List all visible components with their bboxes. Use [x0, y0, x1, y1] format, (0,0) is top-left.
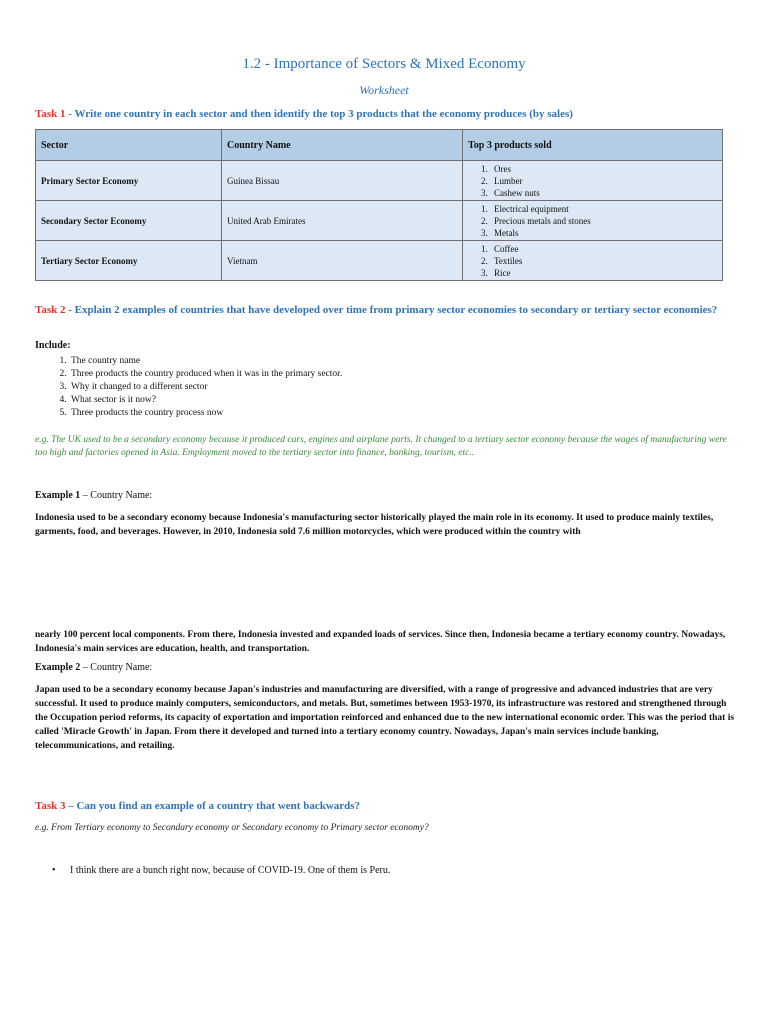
product-item: 2. Precious metals and stones: [490, 215, 717, 227]
product-item: 3. Cashew nuts: [490, 187, 717, 199]
cell-country: Guinea Bissau: [222, 161, 463, 201]
product-item: 2. Lumber: [490, 175, 717, 187]
include-label: Include:: [35, 340, 71, 351]
example1-answer-part2: nearly 100 percent local components. From there, Indonesia invested and expanded loads of services. Since then, Indonesia became a tertiary economy country. Nowadays, Indonesia's main services are education, health, and transportation.: [35, 630, 726, 654]
task3-heading: [35, 799, 735, 813]
cell-products: [463, 201, 723, 241]
table-header-row: [36, 130, 723, 161]
page-subtitle: Worksheet: [359, 83, 409, 97]
example1-answer-part1: Indonesia used to be a secondary economy because Indonesia's manufacturing sector historically played the main role in its economy. It used to produce mainly textiles, garments, food, and beverages. However, in 2010, Indonesia sold 7.6 million motorcycles, which were produced within the country with: [35, 513, 714, 537]
product-item: 1. Electrical equipment: [490, 203, 717, 215]
task2-heading: [35, 303, 735, 317]
sector-table: [35, 129, 723, 281]
example2-label: Example 2 – Country Name:: [35, 662, 153, 673]
header-country: Country Name: [222, 130, 463, 161]
table-row: [36, 241, 723, 281]
task1-text: - Write one country in each sector and then identify the top 3 products that the economy produces (by sales): [65, 108, 573, 120]
product-item: 1. Coffee: [490, 243, 717, 255]
task2-text: - Explain 2 examples of countries that have developed over time from primary sector economies to secondary or tertiary sector economies?: [65, 304, 718, 316]
product-item: 1. Ores: [490, 163, 717, 175]
page-title: 1.2 - Importance of Sectors & Mixed Economy: [242, 56, 526, 72]
list-item: 5. Three products the country process now: [69, 407, 719, 420]
product-item: 2. Textiles: [490, 255, 717, 267]
product-item: 3. Rice: [490, 267, 717, 279]
header-sector: Sector: [36, 130, 222, 161]
task1-label: Task 1: [35, 108, 66, 120]
cell-products: [463, 161, 723, 201]
cell-sector: Secondary Sector Economy: [36, 201, 222, 241]
task2-label: Task 2: [35, 304, 66, 316]
task3-example: e.g. From Tertiary economy to Secondary economy or Secondary economy to Primary sector economy?: [35, 823, 429, 833]
cell-sector: Primary Sector Economy: [36, 161, 222, 201]
list-item: 1. The country name: [69, 355, 719, 368]
table-row: [36, 161, 723, 201]
list-item: 2. Three products the country produced when it was in the primary sector.: [69, 368, 719, 381]
table-row: [36, 201, 723, 241]
include-list: [35, 355, 719, 420]
example-hint-uk: e.g. The UK used to be a secondary economy because it produced cars, engines and airplane parts. It changed to a tertiary sector economy because the wages of manufacturing were too high and factories opened in Asia. Employment moved to the tertiary sector into finance, banking, tourism, etc..: [35, 435, 727, 458]
example1-label: Example 1 – Country Name:: [35, 490, 153, 501]
task3-text: – Can you find an example of a country that went backwards?: [65, 800, 361, 812]
list-item: 3. Why it changed to a different sector: [69, 381, 719, 394]
cell-country: United Arab Emirates: [222, 201, 463, 241]
task3-label: Task 3: [35, 800, 66, 812]
task1-heading: [35, 107, 735, 121]
header-products: Top 3 products sold: [463, 130, 723, 161]
cell-sector: Tertiary Sector Economy: [36, 241, 222, 281]
cell-products: [463, 241, 723, 281]
task3-answer: I think there are a bunch right now, because of COVID-19. One of them is Peru.: [70, 865, 391, 876]
cell-country: Vietnam: [222, 241, 463, 281]
product-item: 3. Metals: [490, 227, 717, 239]
bullet-icon: •: [52, 865, 56, 876]
list-item: 4. What sector is it now?: [69, 394, 719, 407]
example2-answer: Japan used to be a secondary economy because Japan's industries and manufacturing are diversified, with a range of progressive and advanced industries that are very successful. It used to produce mainly computers, semiconductors, and metals. But, sometimes between 1953-1970, its infrastructure was restored and strengthened through the Occupation period reforms, its capacity of exportation and importation reinforced and enhanced due to the new international economic order. This was the period that is called 'Miracle Growth' in Japan. From there it developed and turned into a tertiary economy country. Nowadays, Japan's main services include banking, telecommunications, and retailing.: [35, 685, 735, 751]
